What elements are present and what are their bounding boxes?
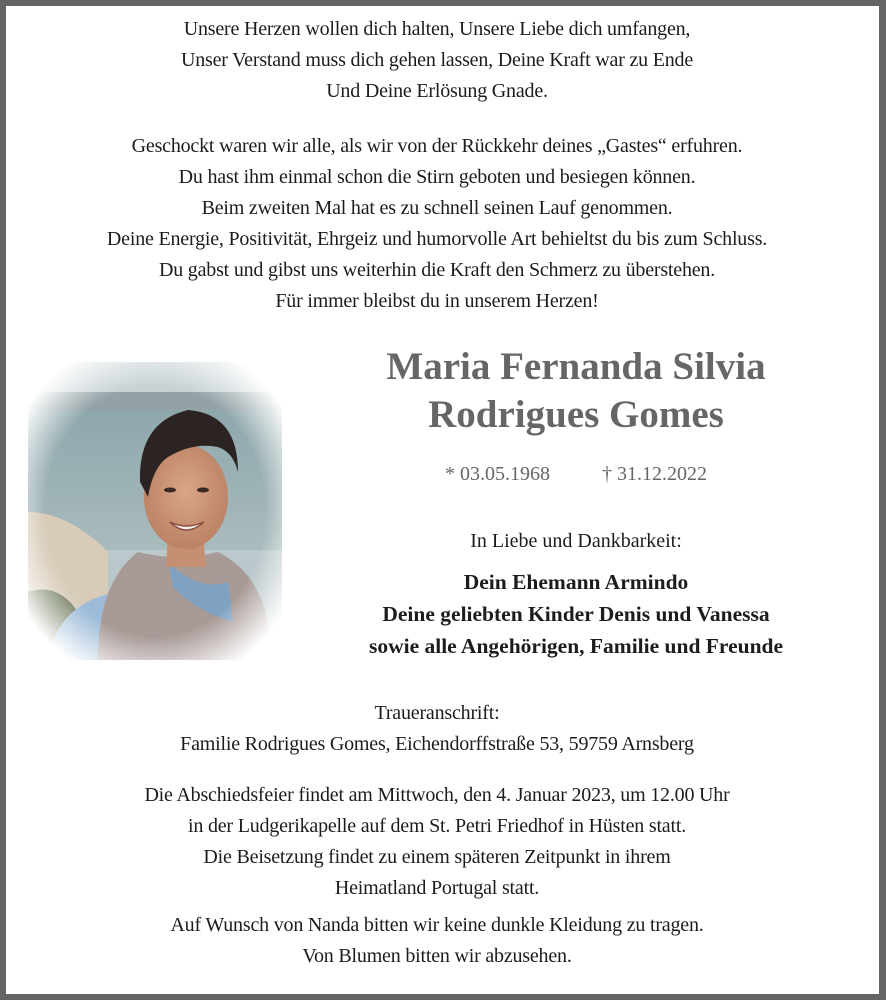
name-line-2: Rodrigues Gomes: [428, 393, 724, 436]
message-paragraph: [0, 131, 874, 317]
ceremony-line: in der Ludgerikapelle auf dem St. Petri Friedhof in Hüsten statt.: [188, 815, 686, 837]
message-line: Beim zweiten Mal hat es zu schnell seinen Lauf genommen.: [201, 197, 673, 219]
address-label: Traueranschrift:: [374, 702, 500, 724]
mourners-list: [300, 566, 852, 662]
message-line: Du hast ihm einmal schon die Stirn geboten und besiegen können.: [178, 166, 696, 188]
ceremony-line: Heimatland Portugal statt.: [334, 877, 540, 899]
name-line-1: Maria Fernanda Silvia: [386, 345, 766, 388]
deceased-name: [300, 343, 852, 439]
poem-line: Und Deine Erlösung Gnade.: [326, 80, 548, 102]
wish-line: Auf Wunsch von Nanda bitten wir keine dunkle Kleidung zu tragen.: [170, 914, 704, 936]
wish-line: Von Blumen bitten wir abzusehen.: [302, 945, 572, 967]
mourners-intro: In Liebe und Dankbarkeit:: [470, 530, 682, 552]
birth-date: * 03.05.1968: [445, 463, 550, 485]
mourner-line: Dein Ehemann Armindo: [463, 570, 689, 594]
ceremony-line: Die Beisetzung findet zu einem späteren Zeitpunkt in ihrem: [203, 846, 671, 868]
poem: [0, 14, 874, 107]
message-line: Für immer bleibst du in unserem Herzen!: [275, 290, 599, 312]
message-line: Deine Energie, Positivität, Ehrgeiz und humorvolle Art behieltst du bis zum Schluss.: [106, 228, 768, 250]
poem-line: Unser Verstand muss dich gehen lassen, Deine Kraft war zu Ende: [180, 49, 694, 71]
wishes: [0, 910, 874, 972]
ceremony-line: Die Abschiedsfeier findet am Mittwoch, den 4. Januar 2023, um 12.00 Uhr: [144, 784, 730, 806]
message-line: Geschockt waren wir alle, als wir von der Rückkehr deines „Gastes“ erfuhren.: [131, 135, 743, 157]
portrait-photo: [28, 362, 282, 660]
death-date: † 31.12.2022: [602, 463, 707, 485]
mourner-line: Deine geliebten Kinder Denis und Vanessa: [382, 602, 770, 626]
ceremony-info: [0, 780, 874, 904]
life-dates: [300, 460, 852, 488]
poem-line: Unsere Herzen wollen dich halten, Unsere Liebe dich umfangen,: [183, 18, 691, 40]
message-line: Du gabst und gibst uns weiterhin die Kraft den Schmerz zu überstehen.: [158, 259, 716, 281]
address-value: Familie Rodrigues Gomes, Eichendorffstraße 53, 59759 Arnsberg: [180, 733, 694, 755]
mourner-line: sowie alle Angehörigen, Familie und Freunde: [368, 634, 784, 658]
